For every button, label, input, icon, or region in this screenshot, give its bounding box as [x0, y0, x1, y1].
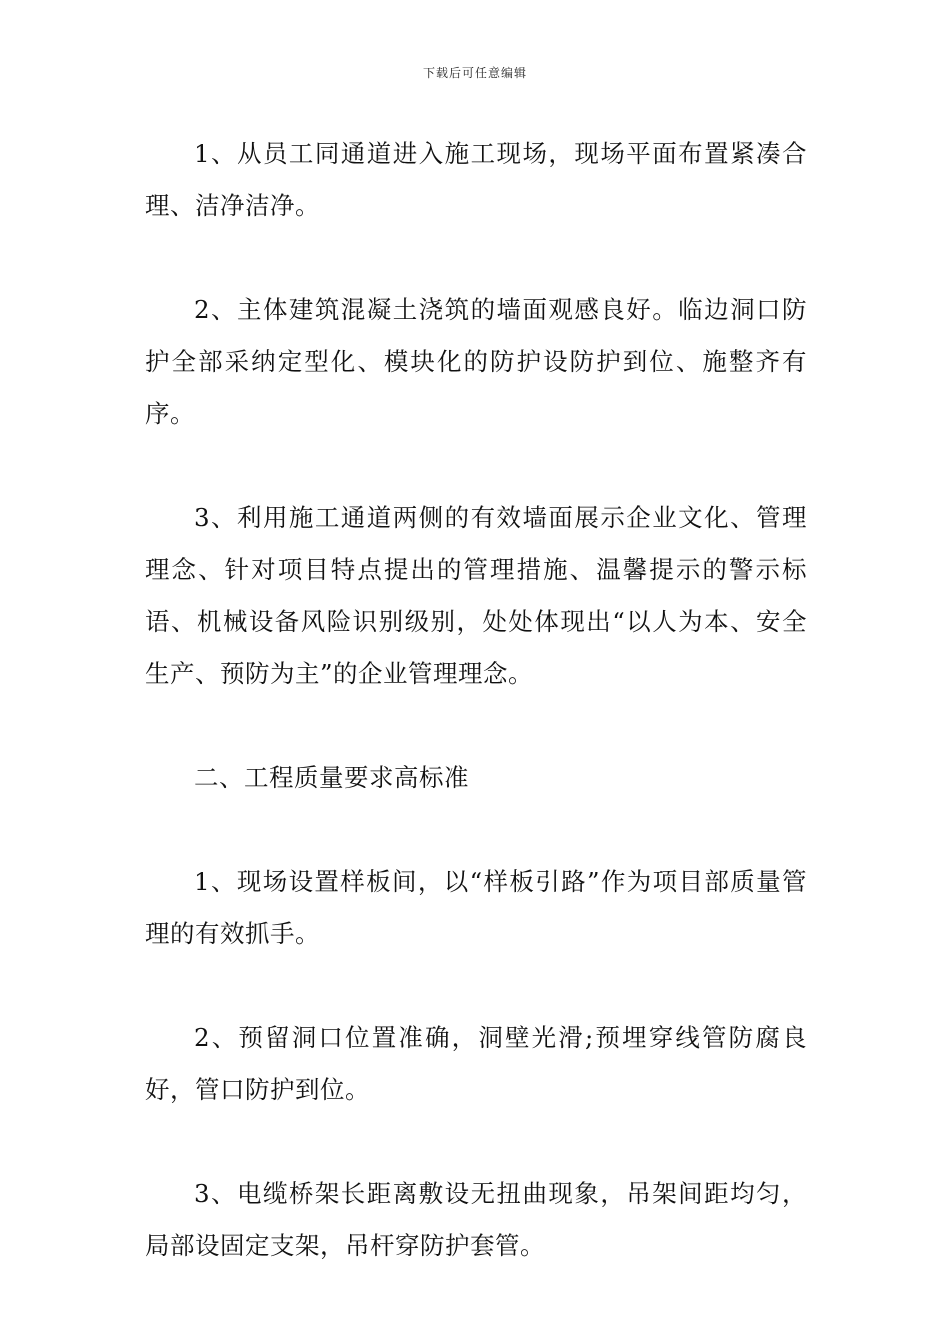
section-heading: 二、工程质量要求高标准 — [194, 763, 469, 792]
paragraph-3: 3、利用施工通道两侧的有效墙面展示企业文化、管理理念、针对项目特点提出的管理措施、温馨提示的警示标语、机械设备风险识别级别，处处体现出“以人为本、安全生产、预防为主”的企业管理理念。 — [145, 503, 807, 688]
paragraph-6: 3、电缆桥架长距离敷设无扭曲现象，吊架间距均匀，局部设固定支架，吊杆穿防护套管。 — [145, 1179, 807, 1260]
paragraph-spacer — [145, 232, 807, 284]
paragraph-spacer — [145, 440, 807, 492]
page-header: 下载后可任意编辑 — [422, 66, 527, 80]
paragraph-2: 2、主体建筑混凝土浇筑的墙面观感良好。临边洞口防护全部采纳定型化、模块化的防护设防护到位、施整齐有序。 — [145, 295, 807, 428]
paragraph-spacer — [145, 700, 807, 752]
paragraph-spacer — [145, 1116, 807, 1168]
paragraph-1: 1、从员工同通道进入施工现场，现场平面布置紧凑合理、洁净洁净。 — [145, 139, 807, 220]
paragraph-4: 1、现场设置样板间，以“样板引路”作为项目部质量管理的有效抓手。 — [145, 867, 807, 948]
paragraph-5: 2、预留洞口位置准确，洞壁光滑;预埋穿线管防腐良好，管口防护到位。 — [145, 1023, 807, 1104]
document-body — [145, 128, 807, 1272]
paragraph-spacer — [145, 804, 807, 856]
paragraph-spacer — [145, 960, 807, 1012]
